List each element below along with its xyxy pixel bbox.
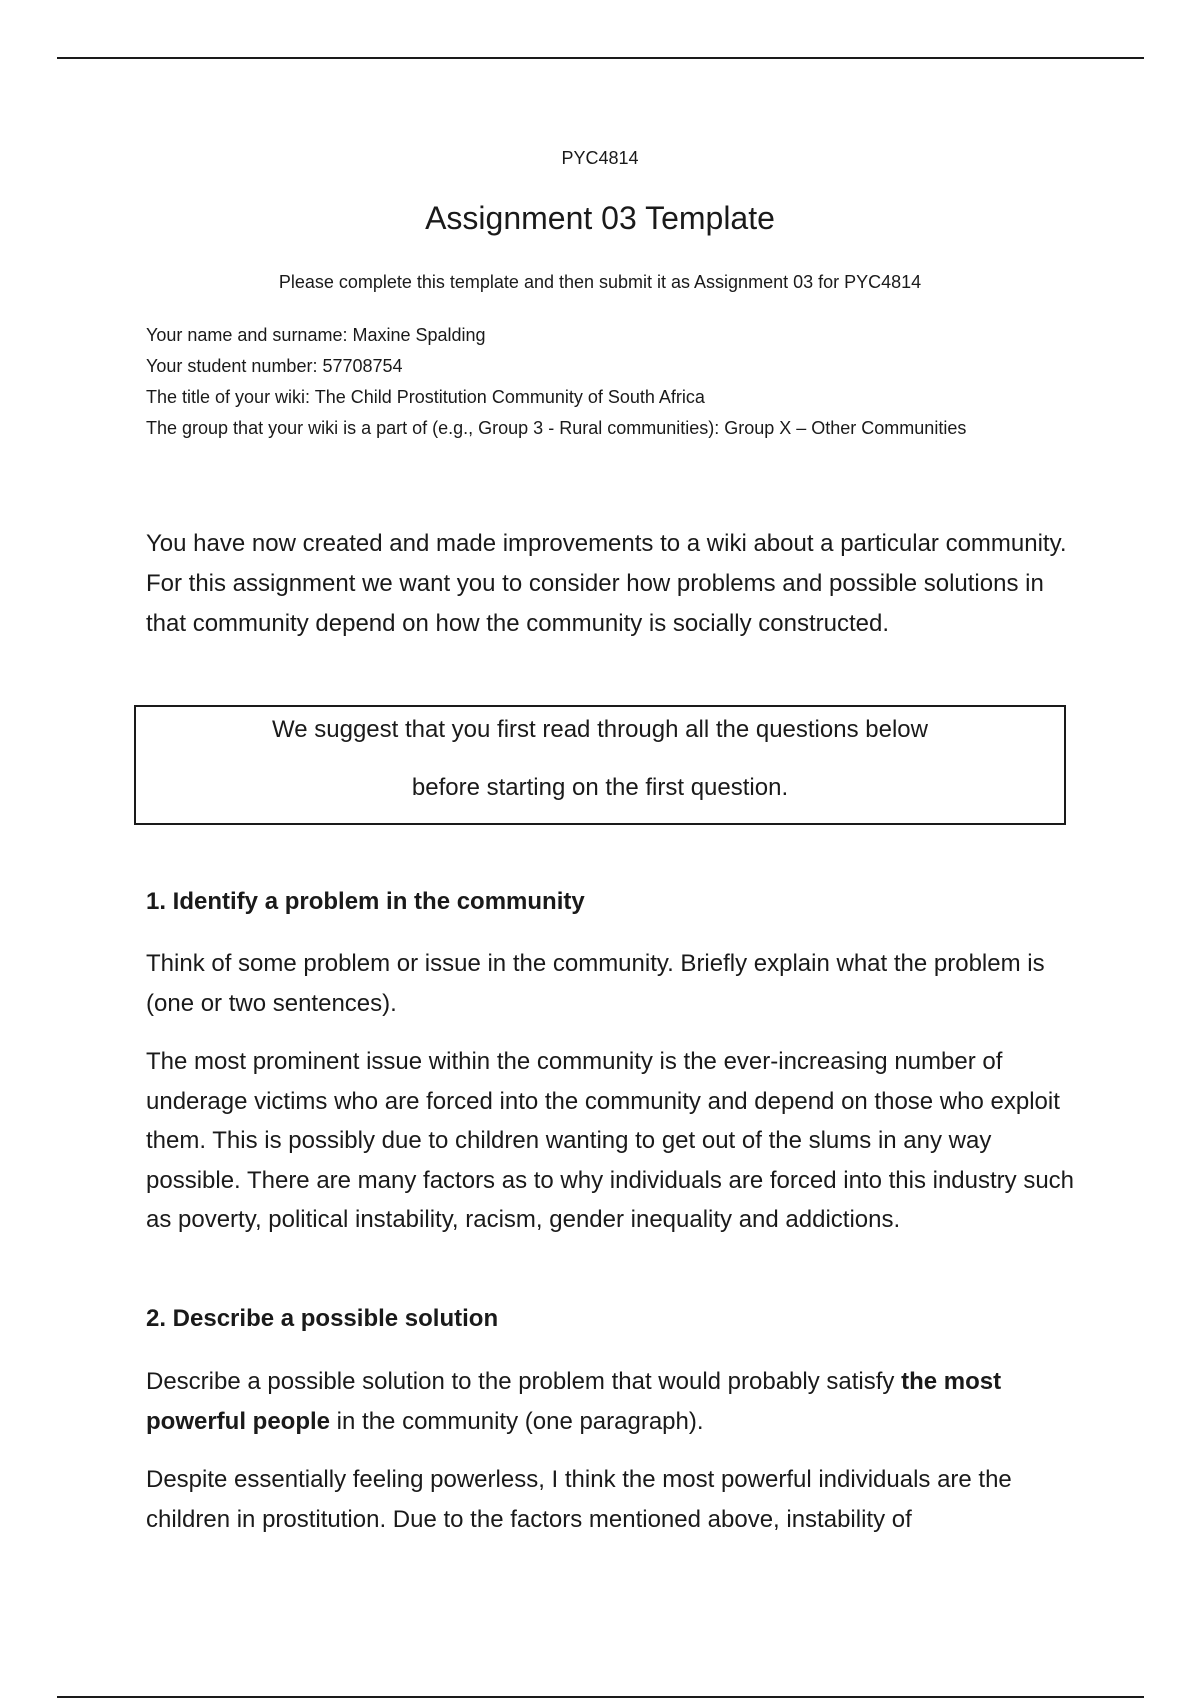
question-2-prompt-end: in the community (one paragraph).	[330, 1408, 704, 1435]
student-info-block	[146, 320, 1066, 444]
question-2-prompt-start: Describe a possible solution to the problem that would probably satisfy	[146, 1368, 902, 1395]
template-instruction: Please complete this template and then submit it as Assignment 03 for PYC4814	[278, 272, 922, 292]
question-1-answer: The most prominent issue within the community is the ever-increasing number of underage victims who are forced into the community and depend on those who exploit them. This is possibly due to children wanting to get out of the slums in any way possible. There are many factors as to why individuals are forced into this industry such as poverty, political instability, racism, gender inequality and addictions.	[146, 1048, 1075, 1234]
question-2-prompt	[146, 1362, 1076, 1442]
course-code: PYC4814	[561, 148, 639, 168]
question-2-answer: Despite essentially feeling powerless, I think the most powerful individuals are the children in prostitution. Due to the factors mentioned above, instability of	[146, 1466, 1012, 1533]
question-2-heading: 2. Describe a possible solution	[146, 1305, 499, 1332]
wiki-title-line: The title of your wiki: The Child Prostitution Community of South Africa	[146, 387, 705, 407]
notice-box	[134, 705, 1066, 825]
student-name-line: Your name and surname: Maxine Spalding	[146, 325, 486, 345]
question-1-prompt: Think of some problem or issue in the community. Briefly explain what the problem is (one or two sentences).	[146, 950, 1045, 1017]
notice-line-2: before starting on the first question.	[411, 774, 789, 801]
student-number-line: Your student number: 57708754	[146, 356, 403, 376]
top-page-rule	[57, 57, 1144, 59]
notice-line-1: We suggest that you first read through all the questions below	[272, 716, 928, 743]
wiki-group-line: The group that your wiki is a part of (e.g., Group 3 - Rural communities): Group X – Other Communities	[146, 418, 967, 438]
page-title: Assignment 03 Template	[425, 200, 775, 236]
question-2-prompt-emphasis: the most powerful people	[146, 1368, 1002, 1435]
bottom-page-rule	[57, 1696, 1144, 1698]
intro-paragraph: You have now created and made improvements to a wiki about a particular community. For this assignment we want you to consider how problems and possible solutions in that community depend on how the community is socially constructed.	[146, 530, 1067, 637]
question-1-heading: 1. Identify a problem in the community	[146, 888, 585, 915]
